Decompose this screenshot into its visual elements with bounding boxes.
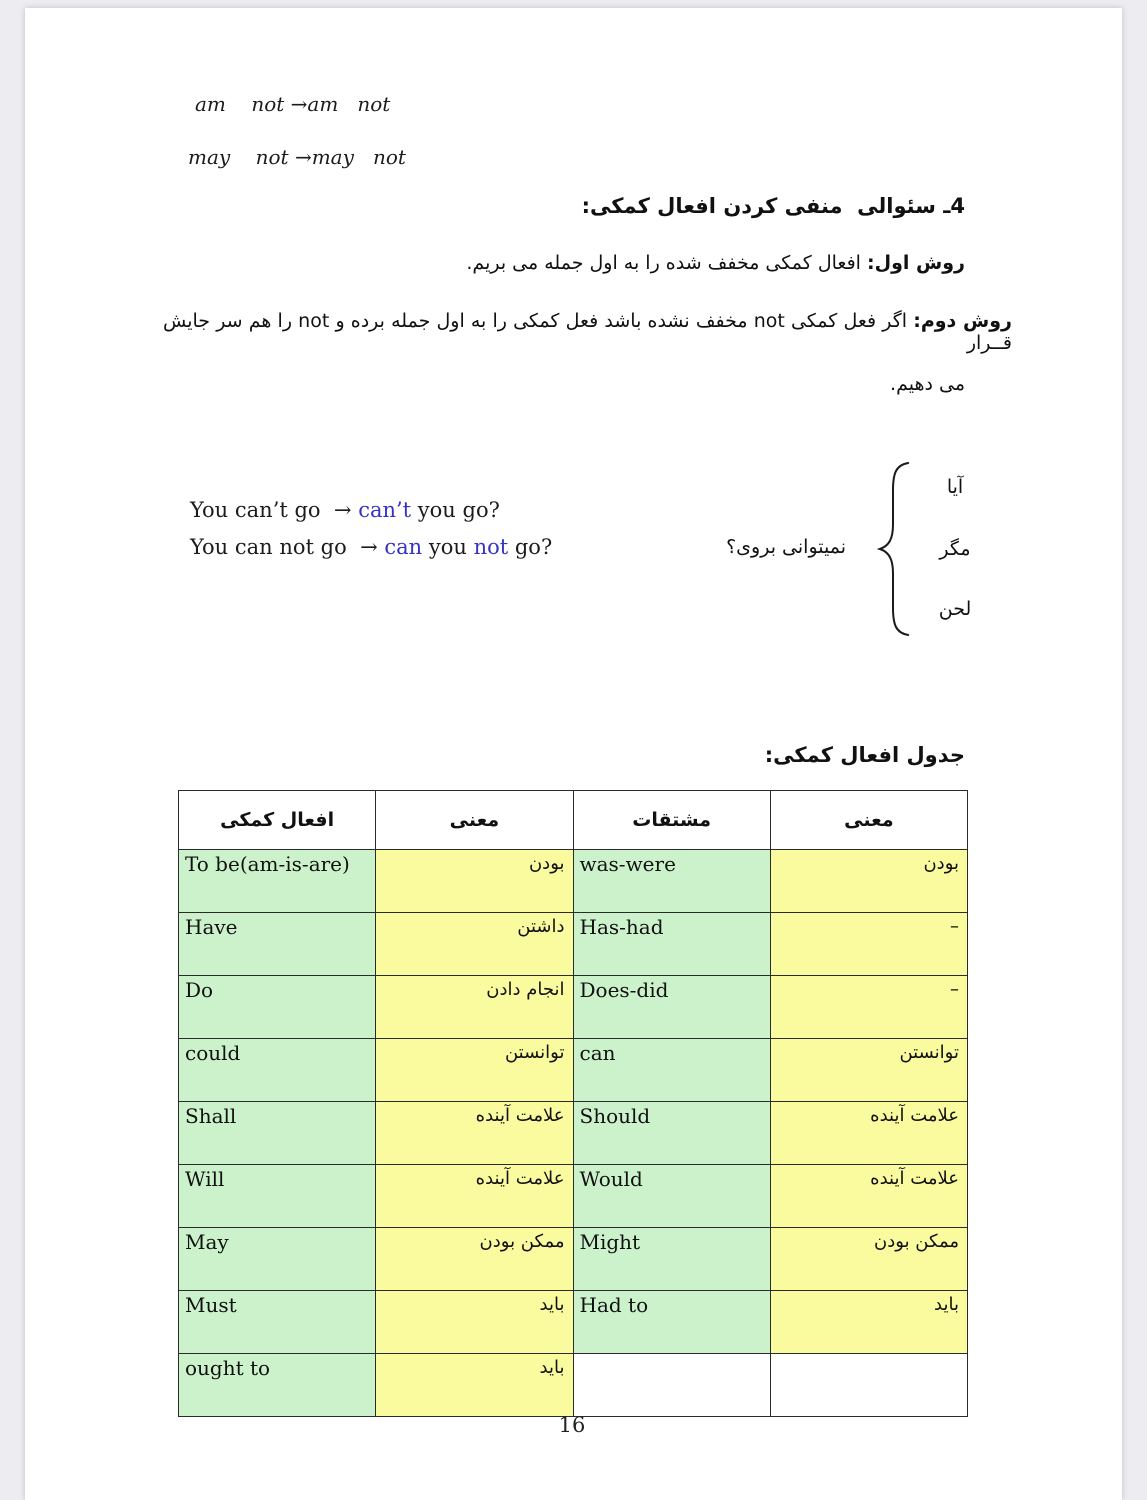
example-pre: You can not go	[190, 535, 361, 559]
table-row	[179, 1291, 968, 1354]
meaning-cell: علامت آینده	[376, 1165, 573, 1228]
meaning-cell: –	[770, 976, 967, 1039]
example-highlight: can’t	[358, 498, 412, 522]
verb-cell: May	[179, 1228, 376, 1291]
brace-item-magar: مگر	[939, 538, 971, 560]
verb-cell: To be(am-is-are)	[179, 850, 376, 913]
meaning-cell: بودن	[376, 850, 573, 913]
section-heading: 4ـ سئوالی منفی کردن افعال کمکی:	[581, 194, 965, 218]
example-mid: you	[422, 535, 474, 559]
meaning-cell: علامت آینده	[770, 1102, 967, 1165]
example-line-2	[190, 535, 552, 559]
meaning-cell: داشتن	[376, 913, 573, 976]
arrow-icon: →	[333, 498, 359, 522]
table-caption: جدول افعال کمکی:	[764, 743, 965, 767]
verb-cell: Does-did	[573, 976, 770, 1039]
header-row	[179, 791, 968, 850]
meaning-cell: توانستن	[376, 1039, 573, 1102]
verb-cell: Should	[573, 1102, 770, 1165]
table-row	[179, 976, 968, 1039]
meaning-cell: ممکن بودن	[376, 1228, 573, 1291]
method2-text: اگر فعل کمکی not مخفف نشده باشد فعل کمکی را به اول جمله برده و not را هم سر جایش قــرار	[163, 310, 1012, 354]
table-row	[179, 1039, 968, 1102]
table-row	[179, 913, 968, 976]
method2-continuation: می دهیم.	[890, 373, 965, 395]
meaning-cell: باید	[376, 1354, 573, 1417]
verb-cell: ought to	[179, 1354, 376, 1417]
verb-cell: Had to	[573, 1291, 770, 1354]
brace-label: نمیتوانی بروی؟	[726, 536, 846, 558]
arrow-icon: →	[290, 92, 308, 116]
example-mid: you go?	[411, 498, 500, 522]
example-highlight: can	[384, 535, 423, 559]
verb-cell: Has-had	[573, 913, 770, 976]
header-meaning-1: معنی	[376, 791, 573, 850]
meaning-cell: باید	[770, 1291, 967, 1354]
empty-cell	[573, 1354, 770, 1417]
method1-text: افعال کمکی مخفف شده را به اول جمله می بریم.	[466, 252, 867, 274]
example-highlight: not	[473, 535, 509, 559]
table-row	[179, 1228, 968, 1291]
method1-paragraph	[466, 252, 965, 274]
brace-item-aya: آیا	[946, 476, 964, 498]
meaning-cell: بودن	[770, 850, 967, 913]
table-row	[179, 1354, 968, 1417]
conversion-line-may	[188, 145, 406, 169]
meaning-cell: ممکن بودن	[770, 1228, 967, 1291]
table-row	[179, 850, 968, 913]
meaning-cell: باید	[376, 1291, 573, 1354]
verb-cell: Have	[179, 913, 376, 976]
example-line-1	[190, 498, 500, 522]
arrow-icon: →	[360, 535, 385, 559]
verb-cell: Will	[179, 1165, 376, 1228]
method1-lead: روش اول:	[867, 252, 965, 274]
empty-cell	[770, 1354, 967, 1417]
verb-cell: Might	[573, 1228, 770, 1291]
table-header	[179, 791, 968, 850]
verb-cell: Would	[573, 1165, 770, 1228]
brace-item-lahn: لحن	[938, 598, 972, 620]
verb-cell: Must	[179, 1291, 376, 1354]
verb-cell: Shall	[179, 1102, 376, 1165]
page-number: 16	[558, 1413, 586, 1437]
meaning-cell: توانستن	[770, 1039, 967, 1102]
table-row	[179, 1102, 968, 1165]
meaning-cell: علامت آینده	[770, 1165, 967, 1228]
example-pre: You can’t go	[190, 498, 334, 522]
aux-table-body	[179, 850, 968, 1417]
header-derivatives: مشتقات	[573, 791, 770, 850]
meaning-cell: انجام دادن	[376, 976, 573, 1039]
conversion-rhs: am not	[307, 92, 391, 116]
verb-cell: can	[573, 1039, 770, 1102]
verb-cell: Do	[179, 976, 376, 1039]
conversion-line-am	[195, 92, 390, 116]
curly-brace-icon	[872, 460, 916, 638]
conversion-lhs: am not	[195, 92, 291, 116]
table-row	[179, 1165, 968, 1228]
header-meaning-2: معنی	[770, 791, 967, 850]
conversion-rhs: may not	[311, 145, 406, 169]
verb-cell: could	[179, 1039, 376, 1102]
method2-lead: روش دوم:	[913, 310, 1012, 332]
meaning-cell: –	[770, 913, 967, 976]
example-post: go?	[508, 535, 553, 559]
aux-verbs-table	[178, 790, 968, 1417]
arrow-icon: →	[294, 145, 312, 169]
conversion-lhs: may not	[188, 145, 295, 169]
meaning-cell: علامت آینده	[376, 1102, 573, 1165]
verb-cell: was-were	[573, 850, 770, 913]
header-aux-verbs: افعال کمکی	[179, 791, 376, 850]
method2-paragraph	[163, 310, 1012, 354]
